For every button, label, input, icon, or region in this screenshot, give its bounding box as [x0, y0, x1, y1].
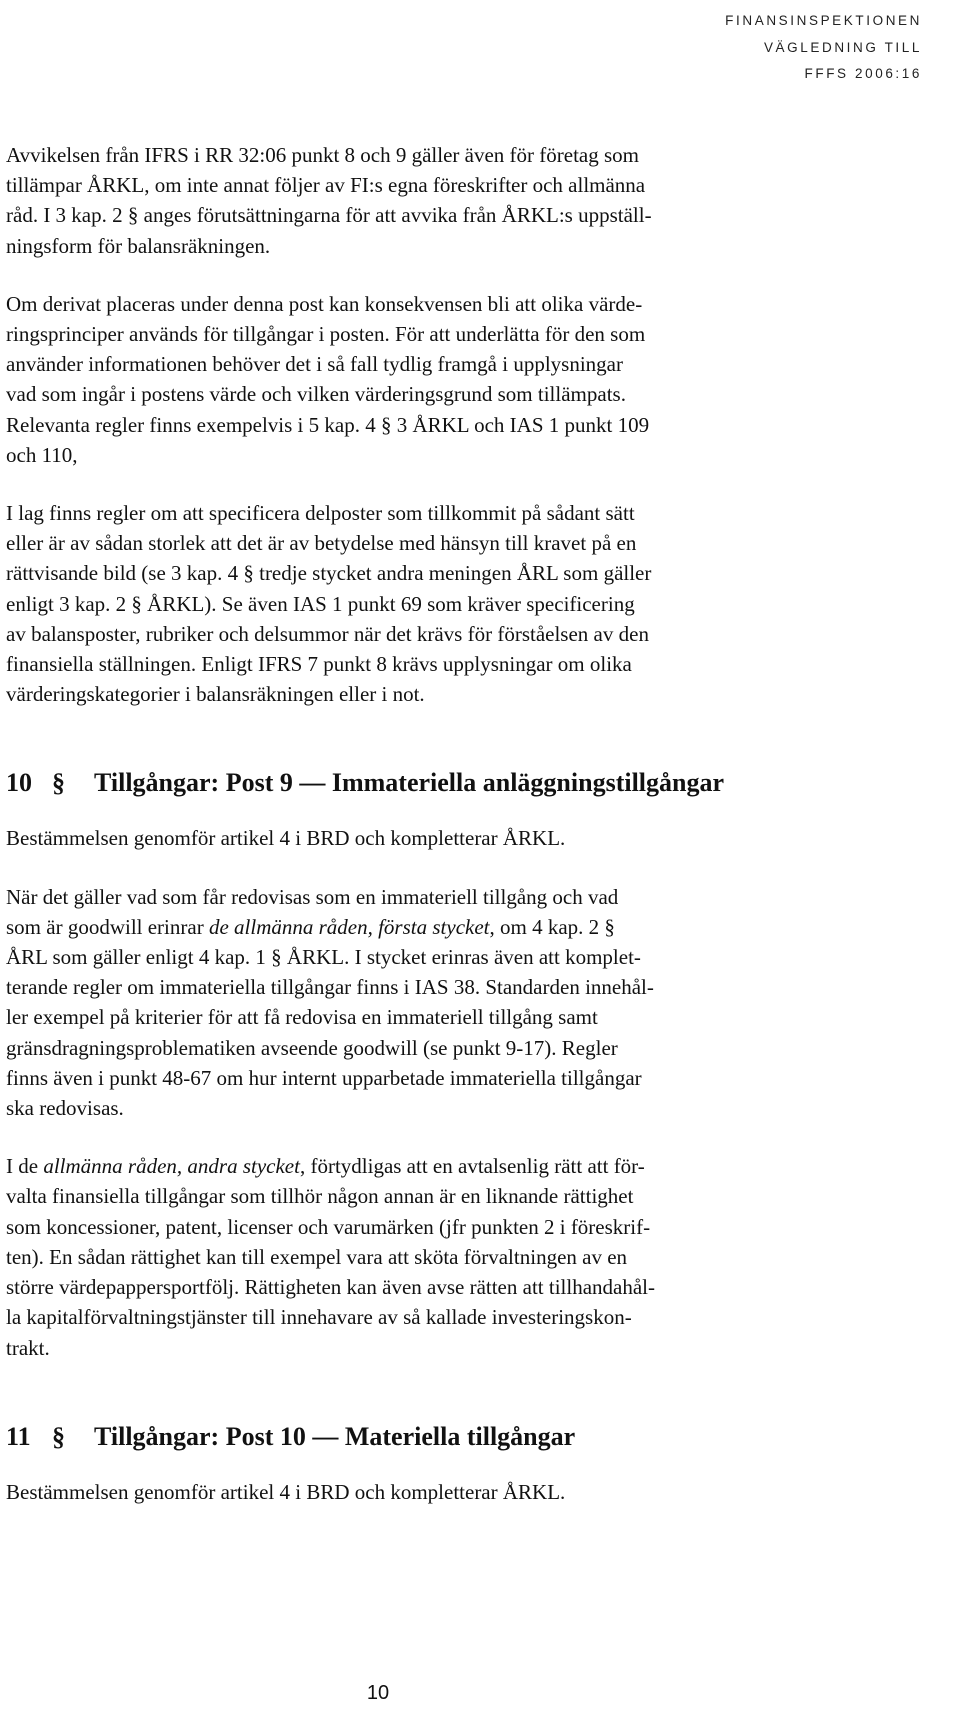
text-line: som koncessioner, patent, licenser och varumärken (jfr punkten 2 i föreskrif-: [6, 1214, 651, 1239]
paragraph-ifrs-deviation: [6, 140, 906, 261]
text-line: När det gäller vad som får redovisas som en immateriell tillgång och vad: [6, 884, 619, 909]
section-10-heading: [6, 767, 906, 799]
text-line: Avvikelsen från IFRS i RR 32:06 punkt 8 och 9 gäller även för företag som: [6, 143, 639, 167]
text-line: finns även i punkt 48-67 om hur internt upparbetade immateriella tillgångar: [6, 1065, 642, 1090]
section-number: 10: [6, 768, 32, 798]
text-line: gränsdragningsproblematiken avseende goodwill (se punkt 9-17). Regler: [6, 1035, 618, 1060]
emphasis-text: allmänna råden, andra stycket: [43, 1154, 300, 1179]
text-line: valta finansiella tillgångar som tillhör någon annan är en liknande rättighet: [6, 1184, 634, 1209]
text-line: ringsprinciper används för tillgångar i posten. För att underlätta för den som: [6, 322, 646, 347]
text-line: av balansposter, rubriker och delsummor när det krävs för förståelsen av den: [6, 621, 649, 646]
section-title: Tillgångar: Post 9 — Immateriella anläggningstillgångar: [94, 768, 725, 798]
text-line: större värdepappersportfölj. Rättigheten kan även avse rätten att tillhandahål-: [6, 1275, 656, 1300]
page-body: [6, 140, 906, 1507]
text-line: ÅRL som gäller enligt 4 kap. 1 § ÅRKL. I stycket erinras även att komplet-: [6, 945, 641, 970]
text-line: ska redovisas.: [6, 1096, 124, 1121]
text-line: och 110,: [6, 442, 78, 467]
text-line: enligt 3 kap. 2 § ÅRKL). Se även IAS 1 punkt 69 som kräver specificering: [6, 591, 635, 616]
text-line: eller är av sådan storlek att det är av betydelse med hänsyn till kravet på en: [6, 531, 637, 556]
paragraph-sign: §: [52, 1421, 65, 1451]
section-10-intro: Bestämmelsen genomför artikel 4 i BRD och kompletterar ÅRKL.: [6, 826, 566, 851]
section-11-heading: [6, 1421, 906, 1453]
page-number: 10: [366, 1682, 390, 1704]
text-line: la kapitalförvaltningstjänster till innehavare av så kallade investeringskon-: [6, 1305, 632, 1330]
header-org: FINANSINSPEKTIONEN: [725, 13, 922, 28]
text-line: rättvisande bild (se 3 kap. 4 § tredje stycket andra meningen ÅRL som gäller: [6, 561, 652, 586]
section-11-intro: Bestämmelsen genomför artikel 4 i BRD och kompletterar ÅRKL.: [6, 1479, 566, 1504]
text-line: ten). En sådan rättighet kan till exempel vara att sköta förvaltningen av en: [6, 1244, 628, 1269]
emphasis-text: de allmänna råden, första stycket: [208, 914, 490, 939]
text-line: terande regler om immateriella tillgångar finns i IAS 38. Standarden innehål-: [6, 975, 654, 1000]
text-run: , förtydligas att en avtalsenlig rätt att för-: [299, 1154, 645, 1179]
page-header: [725, 14, 922, 94]
text-line: värderingskategorier i balansräkningen eller i not.: [6, 682, 425, 707]
text-line: ler exempel på kriterier för att få redovisa en immateriell tillgång samt: [6, 1005, 598, 1030]
text-line: finansiella ställningen. Enligt IFRS 7 punkt 8 krävs upplysningar om olika: [6, 652, 632, 677]
section-title: Tillgångar: Post 10 — Materiella tillgångar: [94, 1421, 576, 1451]
text-line: använder informationen behöver det i så fall tydlig framgå i upplysningar: [6, 352, 623, 377]
paragraph-derivatives: [6, 289, 906, 470]
header-subtitle: VÄGLEDNING TILL: [763, 39, 922, 55]
header-code: FFFS 2006:16: [804, 66, 922, 81]
text-line: Om derivat placeras under denna post kan konsekvensen bli att olika värde-: [6, 291, 643, 316]
text-run: I de: [6, 1154, 44, 1179]
text-line: I lag finns regler om att specificera delposter som tillkommit på sådant sätt: [6, 501, 635, 526]
paragraph-sub-items: [6, 498, 906, 709]
paragraph-management-rights: [6, 1151, 906, 1362]
text-line: Relevanta regler finns exempelvis i 5 kap. 4 § 3 ÅRKL och IAS 1 punkt 109: [6, 412, 650, 437]
text-line: trakt.: [6, 1335, 50, 1360]
text-line: tillämpar ÅRKL, om inte annat följer av FI:s egna föreskrifter och allmänna: [6, 173, 646, 198]
paragraph-sign: §: [52, 768, 65, 798]
text-line: [6, 1151, 906, 1181]
text-line: råd. I 3 kap. 2 § anges förutsättningarna för att avvika från ÅRKL:s uppställ-: [6, 203, 652, 228]
paragraph-intangible-assets: [6, 882, 906, 1124]
text-run: , om 4 kap. 2 §: [489, 914, 615, 939]
text-run: som är goodwill erinrar: [6, 914, 209, 939]
text-line: [6, 912, 906, 942]
text-line: ningsform för balansräkningen.: [6, 233, 271, 258]
section-number: 11: [6, 1421, 31, 1451]
text-line: vad som ingår i postens värde och vilken värderingsgrund som tillämpats.: [6, 382, 626, 407]
